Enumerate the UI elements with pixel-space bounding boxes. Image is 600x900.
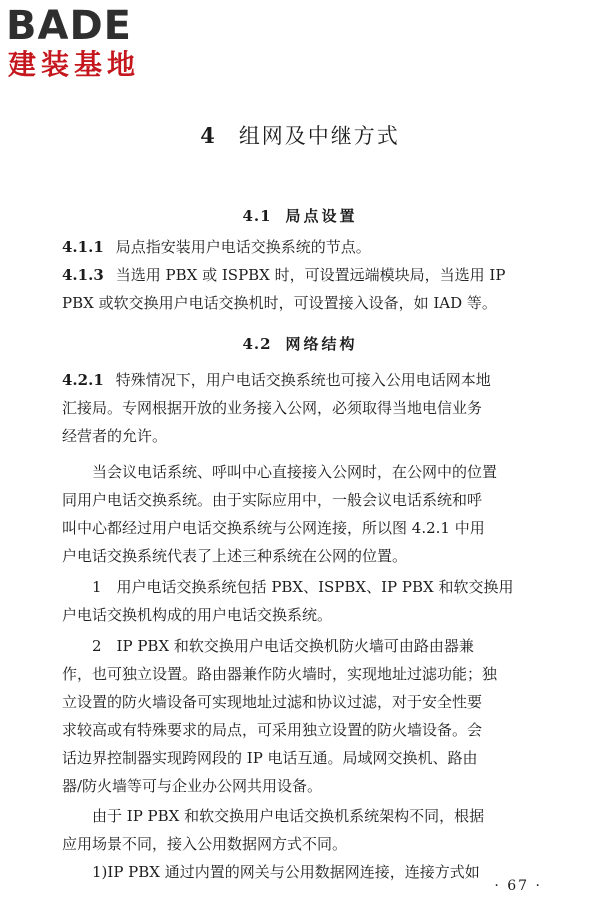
section-number: 4.1 [242, 207, 272, 225]
text-line: 当会议电话系统、呼叫中心直接接入公网时，在公网中的位置 [92, 463, 498, 481]
text-line: 1)IP PBX 通过内置的网关与公用数据网连接，连接方式如 [92, 863, 480, 881]
text-line: 户电话交换系统代表了上述三种系统在公网的位置。 [62, 547, 408, 565]
logo [6, 4, 176, 86]
text-line: PBX 或软交换用户电话交换机时，可设置接入设备，如 IAD 等。 [62, 294, 497, 312]
text-line: 由于 IP PBX 和软交换用户电话交换机系统架构不同，根据 [92, 807, 485, 825]
clause-number: 4.2.1 [62, 371, 104, 389]
text-line: 汇接局。专网根据开放的业务接入公网，必须取得当地电信业务 [62, 399, 483, 417]
chapter-title [0, 120, 600, 150]
logo-subtitle: 建装基地 [8, 48, 141, 81]
clause-4-1-1 [62, 237, 538, 257]
section-title: 局点设置 [285, 207, 358, 225]
text-line: 1 用户电话交换系统包括 PBX、ISPBX、IP PBX 和软交换用 [92, 578, 514, 596]
clause-text: 当选用 PBX 或 ISPBX 时，可设置远端模块局，当选用 IP [115, 266, 506, 284]
text-line: 作，也可独立设置。路由器兼作防火墙时，实现地址过滤功能；独 [62, 665, 498, 683]
section-heading-4-1 [0, 205, 600, 226]
text-line: 器/防火墙等可与企业办公网共用设备。 [62, 777, 323, 795]
section-number: 4.2 [242, 335, 272, 353]
chapter-title-text: 组网及中继方式 [238, 124, 400, 148]
clause-text: 特殊情况下，用户电话交换系统也可接入公用电话网本地 [115, 371, 491, 389]
text-line: 立设置的防火墙设备可实现地址过滤和协议过滤，对于安全性要 [62, 693, 483, 711]
chapter-number: 4 [200, 123, 217, 148]
clause-number: 4.1.1 [62, 238, 104, 256]
text-line: 经营者的允许。 [62, 427, 168, 445]
text-line: 话边界控制器实现跨网段的 IP 电话互通。局域网交换机、路由 [62, 749, 478, 767]
section-heading-4-2 [0, 333, 600, 354]
logo-brand: BADE [6, 3, 132, 49]
text-line: 叫中心都经过用户电话交换系统与公网连接，所以图 4.2.1 中用 [62, 519, 485, 537]
clause-number: 4.1.3 [62, 266, 104, 284]
text-line: 2 IP PBX 和软交换用户电话交换机防火墙可由路由器兼 [92, 637, 474, 655]
text-line: 户电话交换机构成的用户电话交换系统。 [62, 606, 333, 624]
text-line: 应用场景不同，接入公用数据网方式不同。 [62, 835, 348, 853]
clause-4-1-3 [62, 265, 538, 285]
text-line: 同用户电话交换系统。由于实际应用中，一般会议电话系统和呼 [62, 491, 483, 509]
section-title: 网络结构 [285, 335, 358, 353]
text-line: 求较高或有特殊要求的局点，可采用独立设置的防火墙设备。会 [62, 721, 483, 739]
clause-text: 局点指安装用户电话交换系统的节点。 [115, 238, 371, 256]
clause-4-2-1 [62, 370, 538, 390]
page-number: · 67 · [494, 878, 542, 894]
